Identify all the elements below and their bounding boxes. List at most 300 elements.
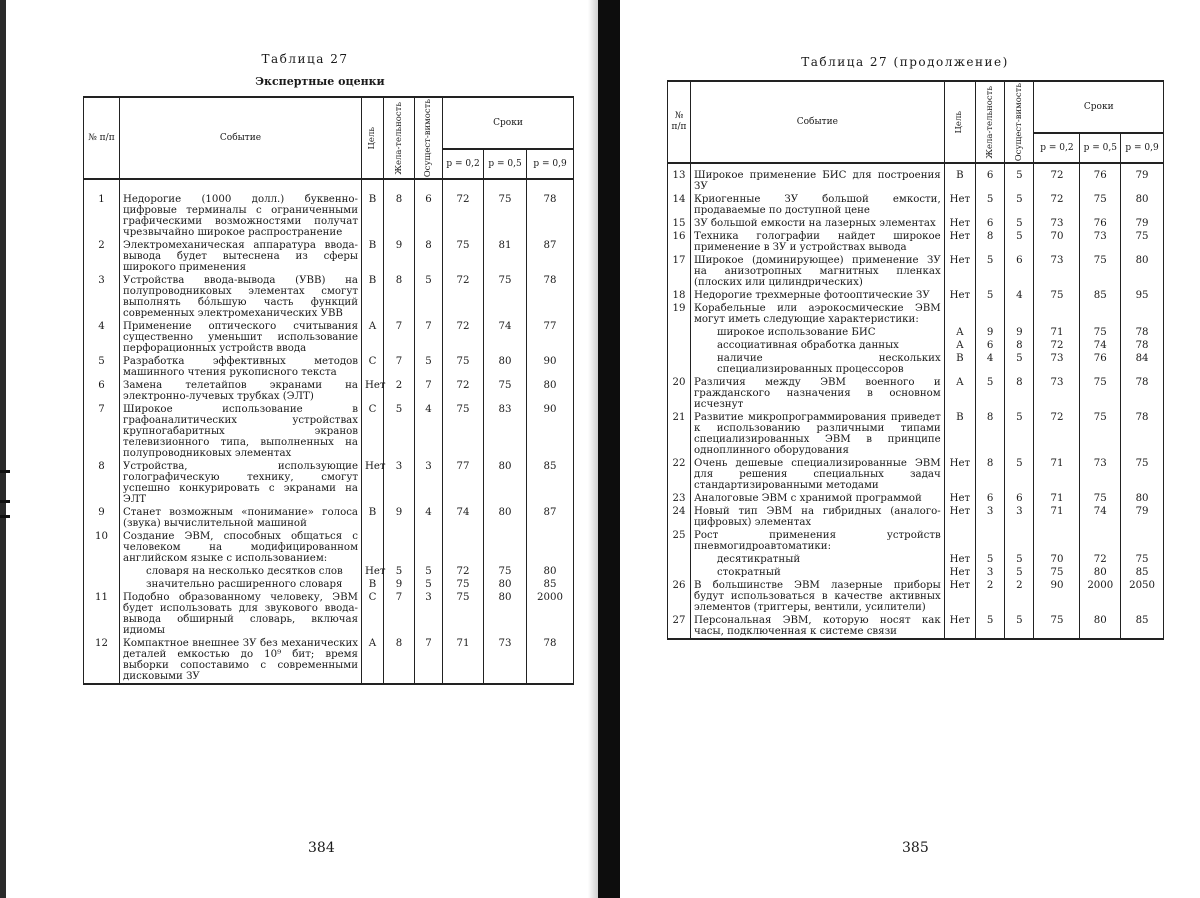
col-header-event: Событие [120, 97, 362, 179]
table-cell-num: 14 [668, 193, 691, 217]
table-cell-desirability: 4 [976, 352, 1005, 376]
col-header-feasibility-label: Осущест-вимость [1013, 83, 1024, 162]
table-row [84, 637, 574, 684]
table-cell-p05: 73 [484, 637, 527, 684]
table-cell-event: широкое использование БИС [690, 326, 944, 339]
table-cell-p09: 80 [527, 565, 574, 578]
table-cell-desirability: 5 [976, 376, 1005, 411]
table-cell-event: Аналоговые ЭВМ с хранимой программой [690, 492, 944, 505]
table-cell-p02: 75 [443, 239, 484, 274]
table-cell-num: 3 [84, 274, 120, 320]
table-cell-goal: Нет [944, 254, 975, 289]
table-cell-event: Широкое применение БИС для построения ЗУ [690, 163, 944, 193]
table-cell-goal: Нет [944, 579, 975, 614]
col-header-p09: p = 0,9 [1121, 133, 1164, 163]
table-cell-p02: 75 [1034, 566, 1080, 579]
table-caption: Таблица 27 [261, 52, 349, 66]
table-cell-p05: 74 [1080, 339, 1121, 352]
col-header-goal [944, 81, 975, 163]
table-cell-feasibility: 5 [1005, 352, 1034, 376]
table-cell-p02: 72 [1034, 411, 1080, 457]
table-cell-p09: 90 [527, 355, 574, 379]
table-cell-num: 16 [668, 230, 691, 254]
table-cell-p02: 72 [1034, 163, 1080, 193]
table-cell-num: 4 [84, 320, 120, 355]
table-cell-p05: 76 [1080, 217, 1121, 230]
table-cell-num: 22 [668, 457, 691, 492]
table-cell-p09: 80 [527, 379, 574, 403]
table-cell-p02: 70 [1034, 553, 1080, 566]
table-row [668, 230, 1164, 254]
table-cell-event: Замена телетайпов экранами на электронно-лучевых трубках (ЭЛТ) [120, 379, 362, 403]
table-row [84, 506, 574, 530]
table-cell-feasibility: 7 [415, 320, 443, 355]
col-header-p02: p = 0,2 [1034, 133, 1080, 163]
table-body-left [84, 179, 574, 684]
table-cell-desirability: 5 [976, 254, 1005, 289]
table-cell-p09: 90 [527, 403, 574, 460]
table-row [668, 339, 1164, 352]
table-row [668, 217, 1164, 230]
right-page [615, 0, 1200, 898]
table-cell-event: стократный [690, 566, 944, 579]
table-cell-p09: 85 [1121, 566, 1164, 579]
table-row [668, 326, 1164, 339]
table-cell-desirability: 9 [384, 239, 415, 274]
table-cell-p05: 75 [1080, 411, 1121, 457]
table-cell-p09: 75 [1121, 230, 1164, 254]
table-cell-num [84, 578, 120, 591]
table-cell-feasibility [1005, 529, 1034, 553]
table-cell-p02: 73 [1034, 217, 1080, 230]
table-cell-feasibility: 6 [415, 179, 443, 239]
table-cell-feasibility: 5 [1005, 193, 1034, 217]
table-cell-desirability: 7 [384, 320, 415, 355]
table-cell-desirability: 5 [384, 403, 415, 460]
table-row [668, 254, 1164, 289]
table-cell-p02: 71 [1034, 457, 1080, 492]
col-header-desirability [384, 97, 415, 179]
table-cell-goal: С [362, 591, 384, 637]
table-cell-p09: 87 [527, 239, 574, 274]
table-cell-p02 [443, 530, 484, 565]
expert-table-right [667, 80, 1164, 640]
table-cell-event: Электромеханическая аппаратура ввода-вывода будет вытеснена из сферы широкого применения [120, 239, 362, 274]
table-cell-goal: Нет [944, 230, 975, 254]
table-cell-p09: 78 [1121, 339, 1164, 352]
table-cell-num: 23 [668, 492, 691, 505]
table-cell-num: 26 [668, 579, 691, 614]
table-cell-feasibility: 6 [1005, 254, 1034, 289]
table-cell-desirability: 8 [976, 457, 1005, 492]
table-cell-num: 2 [84, 239, 120, 274]
table-cell-p05: 75 [1080, 254, 1121, 289]
table-row [668, 411, 1164, 457]
table-cell-event: Очень дешевые специализированные ЭВМ для решения специальных задач стандартизированными методами [690, 457, 944, 492]
table-row [84, 530, 574, 565]
table-cell-feasibility [415, 530, 443, 565]
table-cell-event: десятикратный [690, 553, 944, 566]
table-subcaption: Экспертные оценки [255, 75, 385, 88]
table-row [84, 379, 574, 403]
table-cell-p05: 80 [484, 355, 527, 379]
table-cell-p05 [1080, 529, 1121, 553]
table-cell-desirability: 7 [384, 355, 415, 379]
table-row [668, 566, 1164, 579]
table-cell-p02: 90 [1034, 579, 1080, 614]
table-cell-num: 18 [668, 289, 691, 302]
table-cell-goal: Нет [944, 217, 975, 230]
table-cell-event: Устройства, использующие голографическую технику, смогут успешно конкурировать с экранами на ЭЛТ [120, 460, 362, 506]
table-cell-goal [362, 530, 384, 565]
table-row [84, 460, 574, 506]
table-cell-p09: 78 [1121, 326, 1164, 339]
table-cell-feasibility: 7 [415, 379, 443, 403]
col-header-p02: p = 0,2 [443, 149, 484, 179]
table-cell-goal [944, 529, 975, 553]
table-cell-goal: А [944, 376, 975, 411]
table-cell-goal: Нет [944, 457, 975, 492]
table-cell-p09: 80 [1121, 193, 1164, 217]
table-cell-desirability: 8 [384, 637, 415, 684]
table-row [84, 565, 574, 578]
table-row [668, 553, 1164, 566]
table-cell-feasibility: 3 [415, 591, 443, 637]
table-cell-feasibility: 8 [1005, 376, 1034, 411]
table-cell-num: 27 [668, 614, 691, 639]
table-cell-feasibility: 5 [1005, 457, 1034, 492]
table-cell-p09: 80 [1121, 254, 1164, 289]
table-cell-goal: Нет [944, 505, 975, 529]
table-cell-event: словаря на несколько десятков слов [120, 565, 362, 578]
col-header-num: № п/п [84, 97, 120, 179]
table-cell-feasibility: 9 [1005, 326, 1034, 339]
table-cell-goal: В [362, 274, 384, 320]
table-cell-desirability: 6 [976, 163, 1005, 193]
table-cell-p09: 80 [1121, 492, 1164, 505]
table-cell-p05: 75 [1080, 492, 1121, 505]
table-cell-p02: 73 [1034, 376, 1080, 411]
table-cell-p02 [1034, 529, 1080, 553]
table-cell-feasibility: 5 [1005, 566, 1034, 579]
table-cell-event: Рост применения устройств пневмогидроавтоматики: [690, 529, 944, 553]
table-cell-feasibility: 5 [1005, 230, 1034, 254]
table-cell-p09: 84 [1121, 352, 1164, 376]
col-header-feasibility [415, 97, 443, 179]
table-cell-p02: 75 [443, 403, 484, 460]
table-cell-desirability: 2 [384, 379, 415, 403]
table-row [668, 492, 1164, 505]
col-header-p05: p = 0,5 [484, 149, 527, 179]
table-cell-feasibility: 4 [415, 506, 443, 530]
table-cell-p05: 75 [484, 179, 527, 239]
table-cell-p09: 78 [527, 274, 574, 320]
table-caption: Таблица 27 (продолжение) [801, 55, 1009, 69]
col-header-terms: Сроки [1034, 81, 1164, 133]
table-cell-event: ассоциативная обработка данных [690, 339, 944, 352]
table-cell-p05: 2000 [1080, 579, 1121, 614]
table-cell-desirability: 5 [976, 289, 1005, 302]
table-cell-num: 12 [84, 637, 120, 684]
table-cell-p02: 77 [443, 460, 484, 506]
table-cell-num: 7 [84, 403, 120, 460]
col-header-goal-label: Цель [954, 110, 965, 134]
table-cell-p09: 79 [1121, 163, 1164, 193]
table-cell-p05: 74 [1080, 505, 1121, 529]
table-cell-goal: Нет [944, 566, 975, 579]
col-header-desirability-label: Жела-тельность [393, 101, 404, 175]
table-cell-desirability: 6 [976, 339, 1005, 352]
table-cell-num [668, 553, 691, 566]
table-cell-p05: 83 [484, 403, 527, 460]
table-cell-feasibility: 5 [415, 578, 443, 591]
table-cell-goal: Нет [944, 492, 975, 505]
page-number-left: 384 [308, 840, 335, 856]
table-cell-event: Компактное внешнее ЗУ без механических деталей емкостью до 10⁹ бит; время выборки сопоставимо с современными дисковыми ЗУ [120, 637, 362, 684]
table-cell-goal: Нет [944, 553, 975, 566]
table-cell-feasibility: 5 [415, 355, 443, 379]
table-cell-p09: 78 [527, 179, 574, 239]
page-number-right: 385 [902, 840, 929, 856]
table-cell-goal: В [944, 352, 975, 376]
table-cell-p02: 74 [443, 506, 484, 530]
table-cell-p09: 85 [527, 460, 574, 506]
col-header-event: Событие [690, 81, 944, 163]
table-row [84, 239, 574, 274]
table-cell-p02: 75 [443, 578, 484, 591]
table-cell-desirability: 3 [976, 566, 1005, 579]
table-cell-feasibility: 3 [415, 460, 443, 506]
table-row [84, 578, 574, 591]
table-cell-event: Недорогие (1000 долл.) буквенно-цифровые терминалы с ограниченными графическими возможностями получат чрезвычайно широкое распространение [120, 179, 362, 239]
col-header-feasibility-label: Осущест-вимость [423, 99, 433, 178]
table-cell-feasibility: 3 [1005, 505, 1034, 529]
table-cell-p05: 80 [1080, 566, 1121, 579]
table-cell-num: 19 [668, 302, 691, 326]
table-cell-desirability: 6 [976, 492, 1005, 505]
table-cell-desirability: 5 [384, 565, 415, 578]
table-cell-desirability: 9 [384, 578, 415, 591]
table-cell-num [668, 352, 691, 376]
table-cell-feasibility: 5 [1005, 614, 1034, 639]
table-cell-desirability: 8 [384, 179, 415, 239]
table-cell-goal: Нет [944, 614, 975, 639]
table-cell-feasibility: 5 [1005, 553, 1034, 566]
table-cell-p09 [1121, 529, 1164, 553]
table-cell-p05: 75 [484, 379, 527, 403]
table-cell-goal: Нет [362, 460, 384, 506]
table-row [84, 274, 574, 320]
table-cell-p09: 75 [1121, 553, 1164, 566]
table-cell-num: 6 [84, 379, 120, 403]
table-cell-p05: 75 [1080, 326, 1121, 339]
table-cell-feasibility: 7 [415, 637, 443, 684]
table-cell-goal: А [362, 637, 384, 684]
table-cell-feasibility: 5 [415, 274, 443, 320]
table-cell-desirability [976, 529, 1005, 553]
table-cell-goal: В [944, 163, 975, 193]
table-cell-desirability: 3 [976, 505, 1005, 529]
table-row [668, 614, 1164, 639]
table-cell-p05: 75 [484, 274, 527, 320]
table-row [668, 193, 1164, 217]
table-cell-p05: 80 [1080, 614, 1121, 639]
table-cell-desirability: 6 [976, 217, 1005, 230]
table-cell-desirability: 5 [976, 553, 1005, 566]
table-cell-p02 [1034, 302, 1080, 326]
table-cell-desirability: 9 [384, 506, 415, 530]
table-row [668, 289, 1164, 302]
table-cell-num: 17 [668, 254, 691, 289]
table-cell-p05: 75 [484, 565, 527, 578]
table-cell-num: 11 [84, 591, 120, 637]
table-cell-p02: 73 [1034, 352, 1080, 376]
table-cell-p09: 85 [527, 578, 574, 591]
table-cell-feasibility: 6 [1005, 492, 1034, 505]
table-cell-p09: 87 [527, 506, 574, 530]
table-cell-goal [944, 302, 975, 326]
table-cell-desirability: 7 [384, 591, 415, 637]
table-cell-goal: А [944, 339, 975, 352]
table-cell-desirability: 5 [976, 193, 1005, 217]
table-cell-p05: 73 [1080, 230, 1121, 254]
table-cell-num: 10 [84, 530, 120, 565]
table-cell-num: 15 [668, 217, 691, 230]
table-cell-p02: 71 [443, 637, 484, 684]
table-cell-desirability: 8 [976, 230, 1005, 254]
table-cell-p02: 72 [443, 565, 484, 578]
table-cell-num [668, 326, 691, 339]
table-row [668, 505, 1164, 529]
table-row [84, 403, 574, 460]
table-cell-goal: В [944, 411, 975, 457]
table-cell-event: Криогенные ЗУ большой емкости, продаваемые по доступной цене [690, 193, 944, 217]
table-cell-p09: 79 [1121, 505, 1164, 529]
table-row [84, 179, 574, 239]
table-cell-num: 20 [668, 376, 691, 411]
table-cell-p09: 77 [527, 320, 574, 355]
col-header-num: № п/п [668, 81, 691, 163]
table-cell-num: 24 [668, 505, 691, 529]
table-cell-p09: 95 [1121, 289, 1164, 302]
table-cell-p02: 72 [1034, 193, 1080, 217]
table-cell-p09 [1121, 302, 1164, 326]
table-cell-event: Корабельные или аэрокосмические ЭВМ могут иметь следующие характеристики: [690, 302, 944, 326]
table-cell-p05: 72 [1080, 553, 1121, 566]
col-header-goal [362, 97, 384, 179]
table-row [668, 376, 1164, 411]
table-cell-p05 [1080, 302, 1121, 326]
table-cell-event: наличие нескольких специализированных процессоров [690, 352, 944, 376]
table-cell-event: ЗУ большой емкости на лазерных элементах [690, 217, 944, 230]
table-cell-goal: А [944, 326, 975, 339]
col-header-goal-label: Цель [367, 126, 377, 150]
table-row [668, 352, 1164, 376]
col-header-p05: p = 0,5 [1080, 133, 1121, 163]
col-header-p09: p = 0,9 [527, 149, 574, 179]
table-cell-p02: 73 [1034, 254, 1080, 289]
table-cell-p09 [527, 530, 574, 565]
table-cell-event: Широкое (доминирующее) применение ЗУ на анизотропных магнитных пленках (плоских или цилиндрических) [690, 254, 944, 289]
table-cell-desirability [384, 530, 415, 565]
table-cell-p02: 72 [443, 274, 484, 320]
table-cell-goal: Нет [362, 565, 384, 578]
table-cell-p02: 75 [1034, 289, 1080, 302]
table-cell-feasibility: 8 [415, 239, 443, 274]
table-cell-p02: 72 [443, 320, 484, 355]
col-header-desirability-label: Жела-тельность [984, 85, 995, 159]
table-body-right [668, 163, 1164, 639]
table-cell-event: Различия между ЭВМ военного и гражданского назначения в основном исчезнут [690, 376, 944, 411]
table-cell-desirability [976, 302, 1005, 326]
table-cell-feasibility: 5 [1005, 217, 1034, 230]
table-cell-desirability: 9 [976, 326, 1005, 339]
table-cell-p09: 78 [527, 637, 574, 684]
table-cell-p02: 75 [443, 591, 484, 637]
table-cell-goal: В [362, 239, 384, 274]
table-cell-p05 [484, 530, 527, 565]
table-cell-goal: Нет [944, 289, 975, 302]
table-cell-p09: 75 [1121, 457, 1164, 492]
table-cell-p02: 71 [1034, 492, 1080, 505]
table-cell-event: Персональная ЭВМ, которую носят как часы, подключенная к системе связи [690, 614, 944, 639]
table-row [84, 355, 574, 379]
table-cell-event: Устройства ввода-вывода (УВВ) на полупроводниковых элементах смогут выполнять бо́льшую часть функций современных электромеханических УВВ [120, 274, 362, 320]
table-cell-event: значительно расширенного словаря [120, 578, 362, 591]
table-cell-goal: В [362, 578, 384, 591]
table-cell-feasibility: 5 [415, 565, 443, 578]
table-cell-event: Создание ЭВМ, способных общаться с человеком на модифицированном английском языке с использованием: [120, 530, 362, 565]
table-cell-p02: 75 [443, 355, 484, 379]
table-cell-desirability: 8 [976, 411, 1005, 457]
table-cell-num: 25 [668, 529, 691, 553]
expert-table-left [83, 96, 574, 685]
col-header-terms: Сроки [443, 97, 574, 149]
table-cell-p02: 72 [443, 179, 484, 239]
table-cell-p05: 76 [1080, 163, 1121, 193]
table-cell-desirability: 3 [384, 460, 415, 506]
table-cell-desirability: 2 [976, 579, 1005, 614]
table-cell-num: 1 [84, 179, 120, 239]
table-cell-feasibility [1005, 302, 1034, 326]
table-cell-feasibility: 8 [1005, 339, 1034, 352]
table-cell-event: В большинстве ЭВМ лазерные приборы будут использоваться в качестве активных элементов (триггеры, вентили, усилители) [690, 579, 944, 614]
table-cell-p09: 78 [1121, 411, 1164, 457]
table-cell-p05: 75 [1080, 376, 1121, 411]
table-cell-desirability: 5 [976, 614, 1005, 639]
table-cell-p09: 2050 [1121, 579, 1164, 614]
table-cell-p05: 85 [1080, 289, 1121, 302]
table-cell-p05: 80 [484, 460, 527, 506]
table-cell-event: Станет возможным «понимание» голоса (звука) вычислительной машиной [120, 506, 362, 530]
table-cell-goal: Нет [362, 379, 384, 403]
table-cell-p09: 78 [1121, 376, 1164, 411]
table-cell-num: 8 [84, 460, 120, 506]
table-cell-p09: 2000 [527, 591, 574, 637]
table-cell-feasibility: 4 [415, 403, 443, 460]
table-cell-num: 21 [668, 411, 691, 457]
table-cell-p05: 74 [484, 320, 527, 355]
table-cell-p05: 73 [1080, 457, 1121, 492]
table-cell-num [84, 565, 120, 578]
table-cell-num: 13 [668, 163, 691, 193]
table-cell-p05: 81 [484, 239, 527, 274]
table-cell-event: Подобно образованному человеку, ЭВМ будет использовать для звукового ввода-вывода обширный словарь, включая идиомы [120, 591, 362, 637]
table-cell-event: Техника голографии найдет широкое применение в ЗУ и устройствах вывода [690, 230, 944, 254]
table-cell-p02: 72 [1034, 339, 1080, 352]
col-header-feasibility [1005, 81, 1034, 163]
table-cell-num [668, 566, 691, 579]
